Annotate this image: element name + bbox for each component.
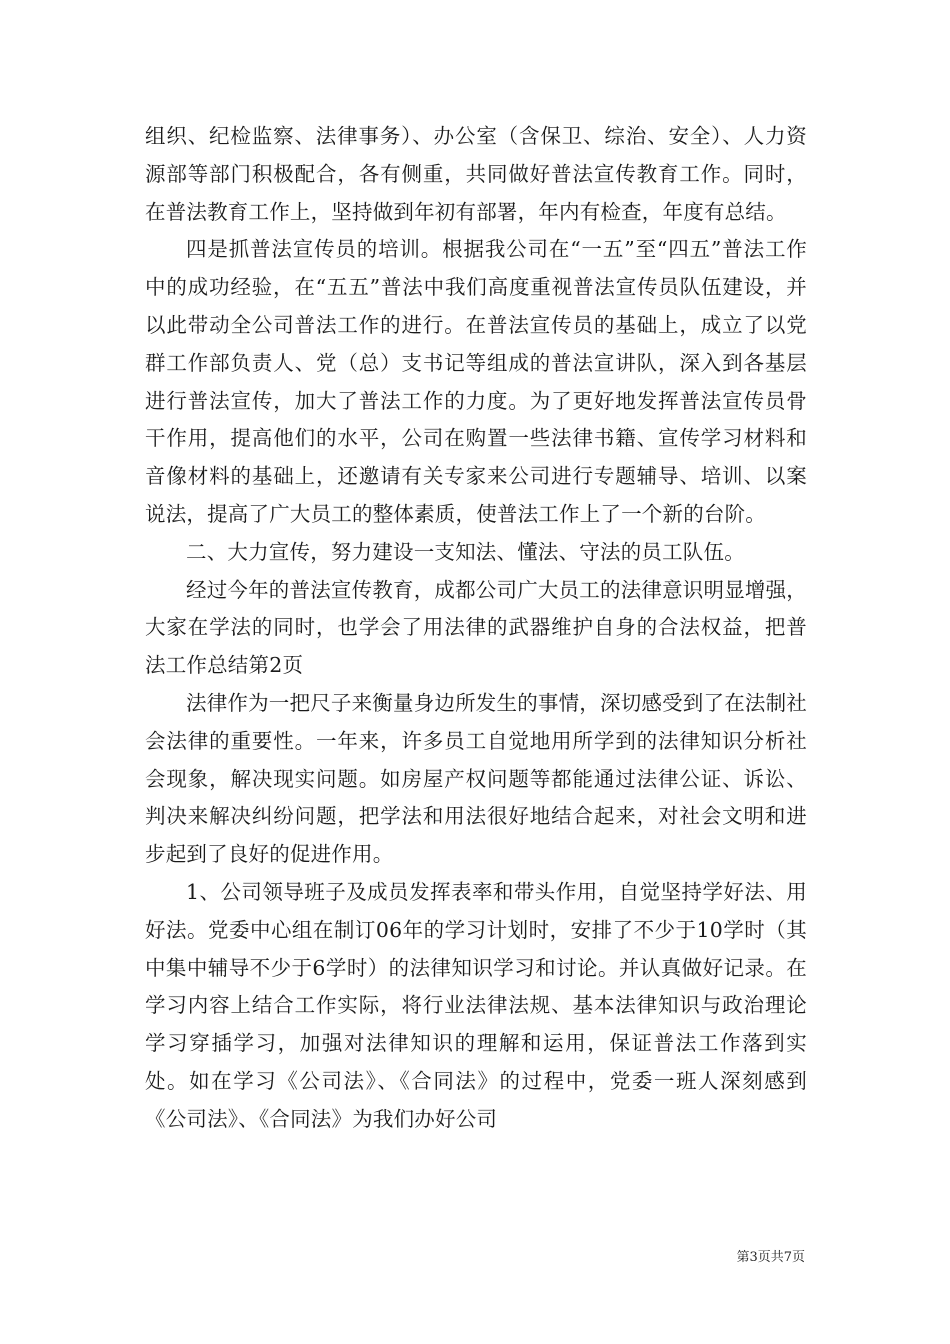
paragraph-3: 二、大力宣传，努力建设一支知法、懂法、守法的员工队伍。 <box>186 539 745 564</box>
paragraph-6: 1、公司领导班子及成员发挥表率和带头作用，自觉坚持学好法、用好法。党委中心组在制订06年的学习计划时，安排了不少于10学时（其中集中辅导不少于6学时）的法律知识学习和讨论。并认真做好记录。在学习内容上结合工作实际，将行业法律法规、基本法律知识与政治理论学习穿插学习，加强对法律知识的理解和运用，保证普法工作落到实处。如在学习《公司法》、《合同法》的过程中，党委一班人深刻感到《公司法》、《合同法》为我们办好公司 <box>145 879 807 1131</box>
paragraph-4: 经过今年的普法宣传教育，成都公司广大员工的法律意识明显增强，大家在学法的同时，也学会了用法律的武器维护自身的合法权益，把普法工作总结第2页 <box>145 577 807 678</box>
page-number: 第3页共7页 <box>736 1250 805 1265</box>
document-body <box>145 118 807 1139</box>
paragraph-1: 组织、纪检监察、法律事务）、办公室（含保卫、综治、安全）、人力资源部等部门积极配合，各有侧重，共同做好普法宣传教育工作。同时，在普法教育工作上，坚持做到年初有部署，年内有检查，年度有总结。 <box>145 124 807 224</box>
paragraph-2: 四是抓普法宣传员的培训。根据我公司在“一五”至“四五”普法工作中的成功经验，在“五五”普法中我们高度重视普法宣传员队伍建设，并以此带动全公司普法工作的进行。在普法宣传员的基础上，成立了以党群工作部负责人、党（总）支书记等组成的普法宣讲队，深入到各基层进行普法宣传，加大了普法工作的力度。为了更好地发挥普法宣传员骨干作用，提高他们的水平，公司在购置一些法律书籍、宣传学习材料和音像材料的基础上，还邀请有关专家来公司进行专题辅导、培训、以案说法，提高了广大员工的整体素质，使普法工作上了一个新的台阶。 <box>145 237 807 526</box>
paragraph-5: 法律作为一把尺子来衡量身边所发生的事情，深切感受到了在法制社会法律的重要性。一年来，许多员工自觉地用所学到的法律知识分析社会现象，解决现实问题。如房屋产权问题等都能通过法律公证、诉讼、判决来解决纠纷问题，把学法和用法很好地结合起来，对社会文明和进步起到了良好的促进作用。 <box>145 690 807 867</box>
